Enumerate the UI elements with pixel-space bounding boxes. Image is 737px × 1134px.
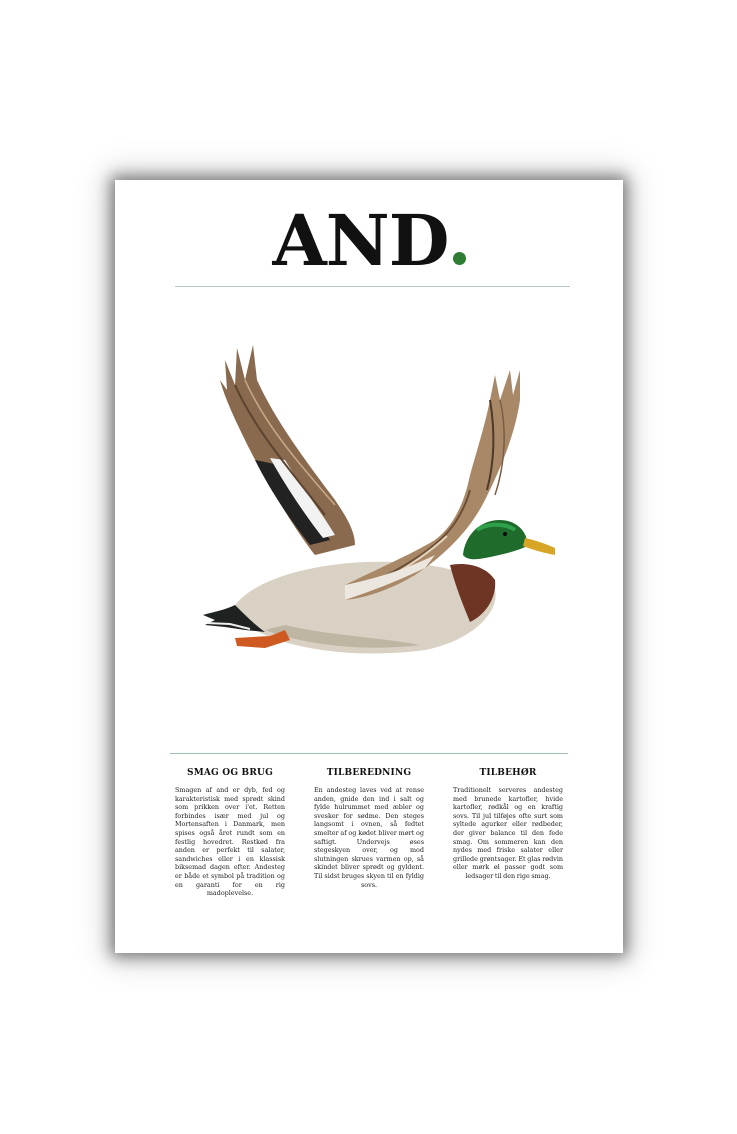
column-smag-og-brug [175, 768, 285, 898]
column-heading: TILBEREDNING [326, 768, 412, 778]
column-tilbehor [453, 768, 563, 881]
column-text: Traditionelt serveres andesteg med brunede kartofler, hvide kartofler, rødkål og en kraftig sovs. Til jul tilføjes ofte surt som syltede agurker eller rødbeder, der giver balance til den fede smag. Om sommeren kan den nydes med friske salater eller grillede grøntsager. Et glas rødvin eller mørk øl passer godt som ledsager til den rige smag. [453, 786, 563, 880]
title-divider [175, 286, 570, 287]
section-divider [170, 753, 568, 754]
column-text: Smagen af and er dyb, fed og karakteristisk med sprødt skind som prikken over i'et. Retten forbindes især med jul og Mortensaften i Danmark, men spises også året rundt som en festlig hovedret. Restkød fra anden er perfekt til salater, sandwiches eller i en klassisk biksemad dagen efter. Andesteg er både et symbol på tradition og en garanti for en rig madoplevelse. [175, 786, 285, 898]
title-accent-dot [453, 252, 466, 265]
column-tilberedning [314, 768, 424, 889]
column-text: En andesteg laves ved at rense anden, gnide den ind i salt og fylde hulrummet med æbler og svesker for sødme. Den steges langsomt i ovnen, så fedtet smelter af og kødet bliver mørt og saftigt. Undervejs øses stegeskyen over, og mod slutningen skrues varmen op, så skindet bliver sprødt og gyldent. Til sidst bruges skyen til en fyldig sovs. [314, 786, 424, 889]
poster-title [115, 199, 623, 282]
poster-title-text: AND [272, 199, 449, 282]
mallard-duck-illustration [195, 340, 555, 660]
column-heading: TILBEHØR [479, 768, 537, 778]
poster [115, 180, 623, 953]
column-heading: SMAG OG BRUG [187, 768, 273, 778]
